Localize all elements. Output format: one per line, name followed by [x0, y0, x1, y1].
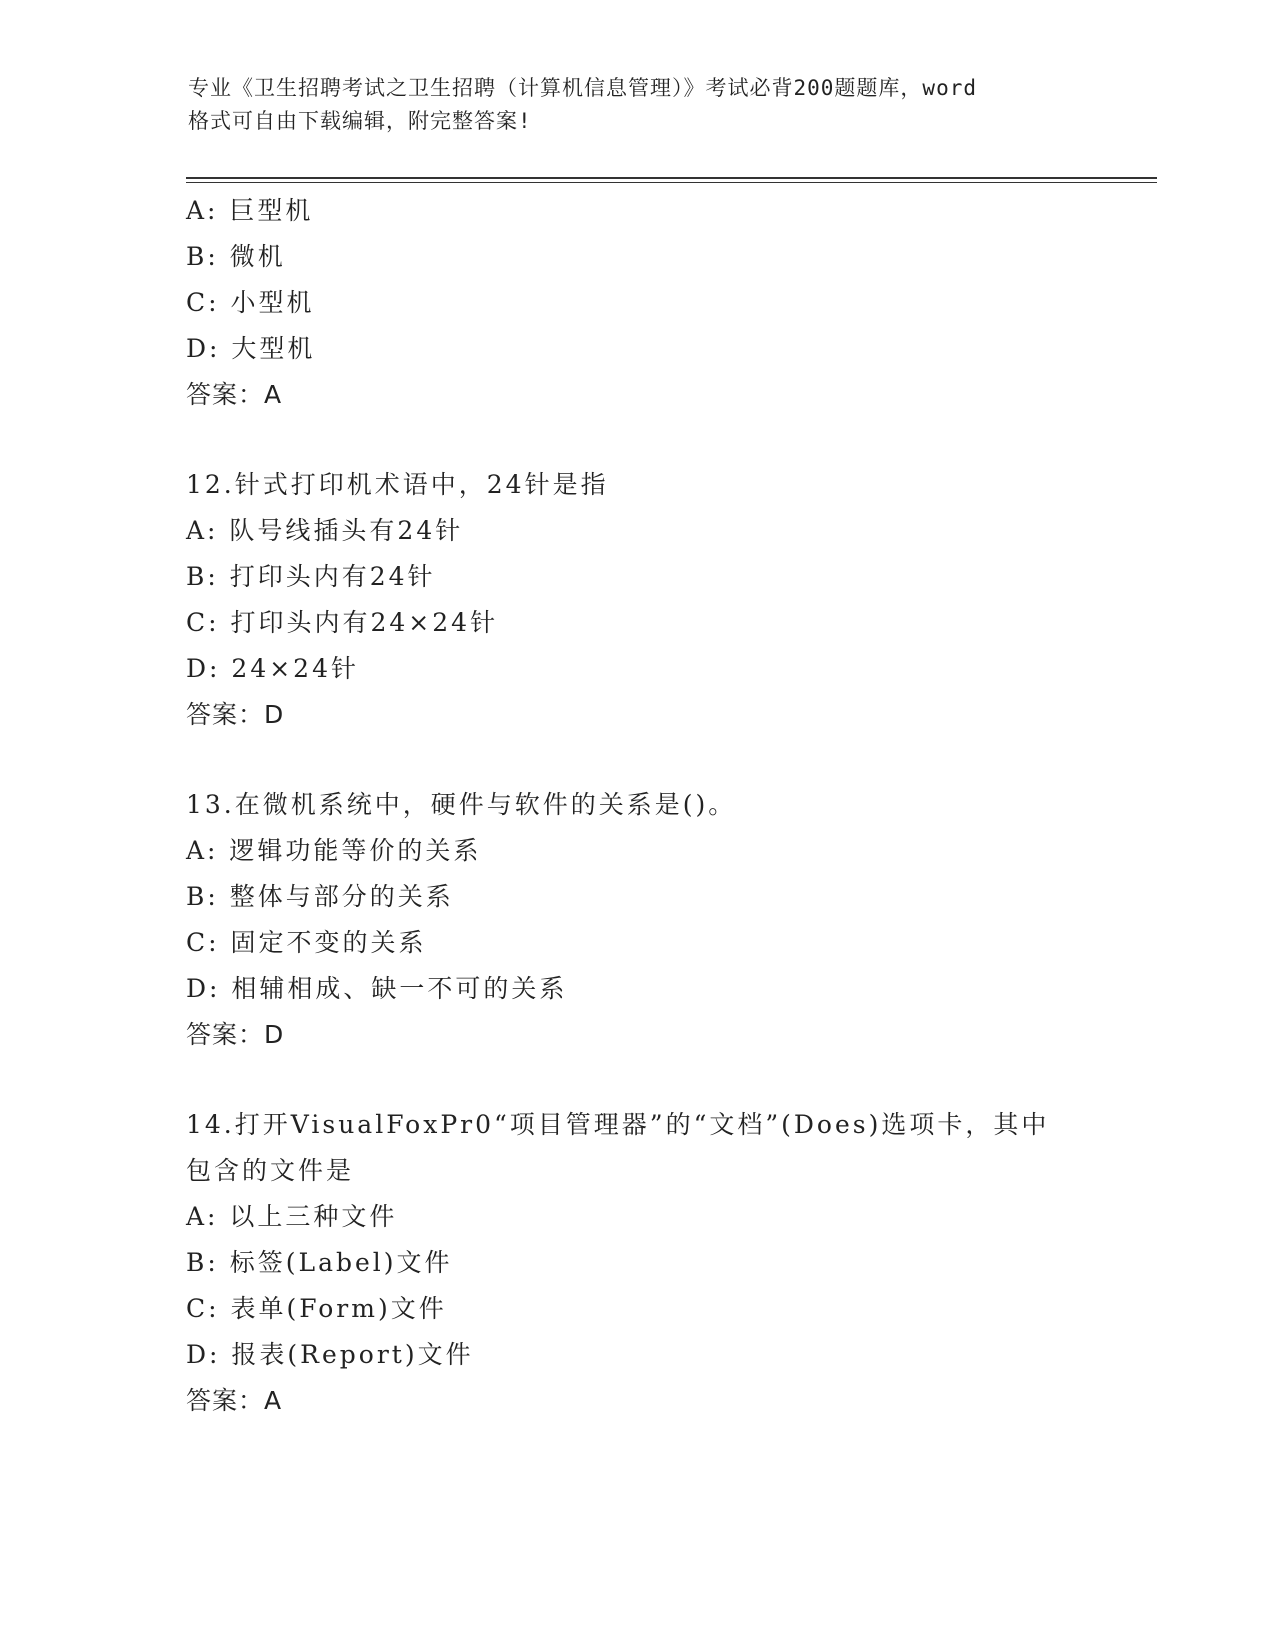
- option-d: D: 相辅相成、缺一不可的关系: [186, 974, 568, 1003]
- option-d: D: 24×24针: [186, 654, 359, 683]
- answer: 答案：A: [186, 1386, 283, 1415]
- answer: 答案：A: [186, 380, 283, 409]
- option-b: B: 微机: [186, 242, 286, 271]
- document-header: [188, 72, 1088, 138]
- option-a: A: 以上三种文件: [186, 1202, 398, 1231]
- option-b: B: 整体与部分的关系: [186, 882, 454, 911]
- option-b: B: 标签(Label)文件: [186, 1248, 453, 1277]
- header-divider-thin: [186, 182, 1157, 183]
- header-line-2: 格式可自由下载编辑，附完整答案!: [188, 109, 532, 133]
- question-text-line-2: 包含的文件是: [186, 1156, 355, 1185]
- question-text: 13.在微机系统中，硬件与软件的关系是()。: [186, 790, 737, 819]
- option-a: A: 逻辑功能等价的关系: [186, 836, 482, 865]
- option-b: B: 打印头内有24针: [186, 562, 436, 591]
- question-block-14: [186, 1102, 1146, 1424]
- header-line-1: 专业《卫生招聘考试之卫生招聘（计算机信息管理）》考试必背200题题库，word: [188, 76, 977, 100]
- question-block-12: [186, 462, 1146, 738]
- question-list: [186, 188, 1146, 1424]
- spacer: [186, 738, 1146, 782]
- option-a: A: 队号线插头有24针: [186, 516, 464, 545]
- option-a: A: 巨型机: [186, 196, 314, 225]
- option-c: C: 打印头内有24×24针: [186, 608, 499, 637]
- question-text-line-1: 14.打开VisualFoxPr0“项目管理器”的“文档”(Does)选项卡，其中: [186, 1110, 1050, 1139]
- option-d: D: 大型机: [186, 334, 316, 363]
- option-c: C: 小型机: [186, 288, 315, 317]
- header-divider: [186, 177, 1157, 179]
- answer: 答案：D: [186, 1020, 285, 1049]
- answer: 答案：D: [186, 700, 285, 729]
- spacer: [186, 1058, 1146, 1102]
- spacer: [186, 418, 1146, 462]
- question-text: 12.针式打印机术语中，24针是指: [186, 470, 609, 499]
- option-c: C: 固定不变的关系: [186, 928, 427, 957]
- question-block-13: [186, 782, 1146, 1058]
- option-c: C: 表单(Form)文件: [186, 1294, 447, 1323]
- option-d: D: 报表(Report)文件: [186, 1340, 474, 1369]
- question-block-11: [186, 188, 1146, 418]
